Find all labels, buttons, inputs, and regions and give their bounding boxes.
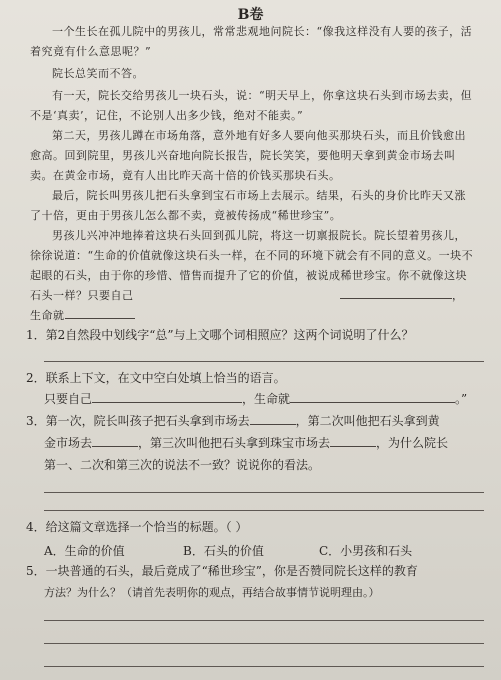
passage-paragraph-6-tail: ， (340, 286, 480, 306)
q2-part-b: ，生命就 (242, 392, 291, 406)
passage-paragraph-1: 一个生长在孤儿院中的男孩儿，常常悲观地问院长：“像我这样没有人要的孩子，活着究竟有什么意思呢？” (30, 25, 473, 58)
answer-line-q3-2[interactable] (44, 510, 484, 511)
q2-part-c: 。” (455, 392, 468, 406)
q3-line2-a: 金市场去 (44, 436, 93, 450)
section-title: B卷 (237, 7, 264, 23)
q2-blank-b[interactable] (290, 390, 455, 403)
passage-ending-blank[interactable] (65, 306, 135, 319)
question-3-line-3: 第一、二次和第三次的说法不一致？说说你的看法。 (44, 458, 321, 472)
passage-paragraph-4: 第二天，男孩儿蹲在市场角落，意外地有好多人要向他买那块石头，而且价钱愈出愈高。回到院里，男孩儿兴奋地向院长报告，院长笑笑，要他明天拿到黄金市场去叫卖。在黄金市场，竟有人出比昨天高十倍的价钱买那块石头。 (30, 129, 466, 182)
passage-self-blank[interactable] (340, 286, 452, 299)
question-5-line-2: 方法？为什么？（请首先表明你的观点，再结合故事情节说明理由。） (44, 586, 380, 599)
answer-line-q1[interactable] (44, 361, 484, 362)
passage-paragraph-3: 有一天，院长交给男孩儿一块石头，说：“明天早上，你拿这块石头到市场去卖，但不是‘真卖’，记住，不论别人出多少钱，绝对不能卖。” (30, 89, 473, 122)
passage-paragraph-5: 最后，院长叫男孩儿把石头拿到宝石市场上去展示。结果，石头的身价比昨天又涨了十倍，更由于男孩儿怎么都不卖，竟被传扬成“稀世珍宝”。 (30, 189, 466, 222)
passage-paragraph-6: 男孩儿兴冲冲地捧着这块石头回到孤儿院，将这一切禀报院长。院长望着男孩儿，徐徐说道：“生命的价值就像这块石头一样，在不同的环境下就会有不同的意义。一块不起眼的石头，由于你的珍惜、惜售而提升了它的价值，被说成稀世珍宝。你不就像这块石头一样？只要自己 (30, 229, 474, 302)
passage-ending-text: 生命就 (30, 309, 65, 322)
question-5-line-1: 5．一块普通的石头，最后竟成了“稀世珍宝”，你是否赞同院长这样的教育 (26, 564, 418, 578)
passage-paragraph-2: 院长总笑而不答。 (52, 67, 144, 80)
answer-line-q5-2[interactable] (44, 643, 484, 644)
q3-blank-3[interactable] (330, 434, 376, 447)
q4-option-b[interactable]: B．石头的价值 (183, 544, 264, 558)
question-1: 1．第2自然段中划线字“总”与上文哪个词相照应？这两个词说明了什么？ (26, 328, 414, 342)
answer-line-q5-1[interactable] (44, 620, 484, 621)
q2-part-a: 只要自己 (44, 392, 93, 406)
q2-blank-a[interactable] (92, 390, 242, 403)
q4-option-a[interactable]: A．生命的价值 (44, 544, 125, 558)
question-3-line-2 (44, 432, 484, 454)
passage-ending-lead (30, 306, 180, 326)
question-4: 4．给这篇文章选择一个恰当的标题。（ ） (26, 520, 248, 534)
q3-blank-2[interactable] (92, 434, 138, 447)
q3-line2-b: ，第三次叫他把石头拿到珠宝市场去 (138, 436, 331, 450)
q4-option-c[interactable]: C．小男孩和石头 (319, 544, 413, 558)
q3-line1-a: 3．第一次，院长叫孩子把石头拿到市场去 (26, 414, 250, 428)
q3-line1-b: ，第二次叫他把石头拿到黄 (295, 414, 440, 428)
answer-line-q5-3[interactable] (44, 666, 484, 667)
q3-blank-1[interactable] (250, 412, 296, 425)
question-2-fill (44, 388, 484, 410)
q3-line2-c: ，为什么院长 (376, 436, 449, 450)
question-2: 2．联系上下文，在文中空白处填上恰当的语言。 (26, 371, 286, 385)
question-3-line-1 (26, 410, 486, 432)
answer-line-q3-1[interactable] (44, 492, 484, 493)
